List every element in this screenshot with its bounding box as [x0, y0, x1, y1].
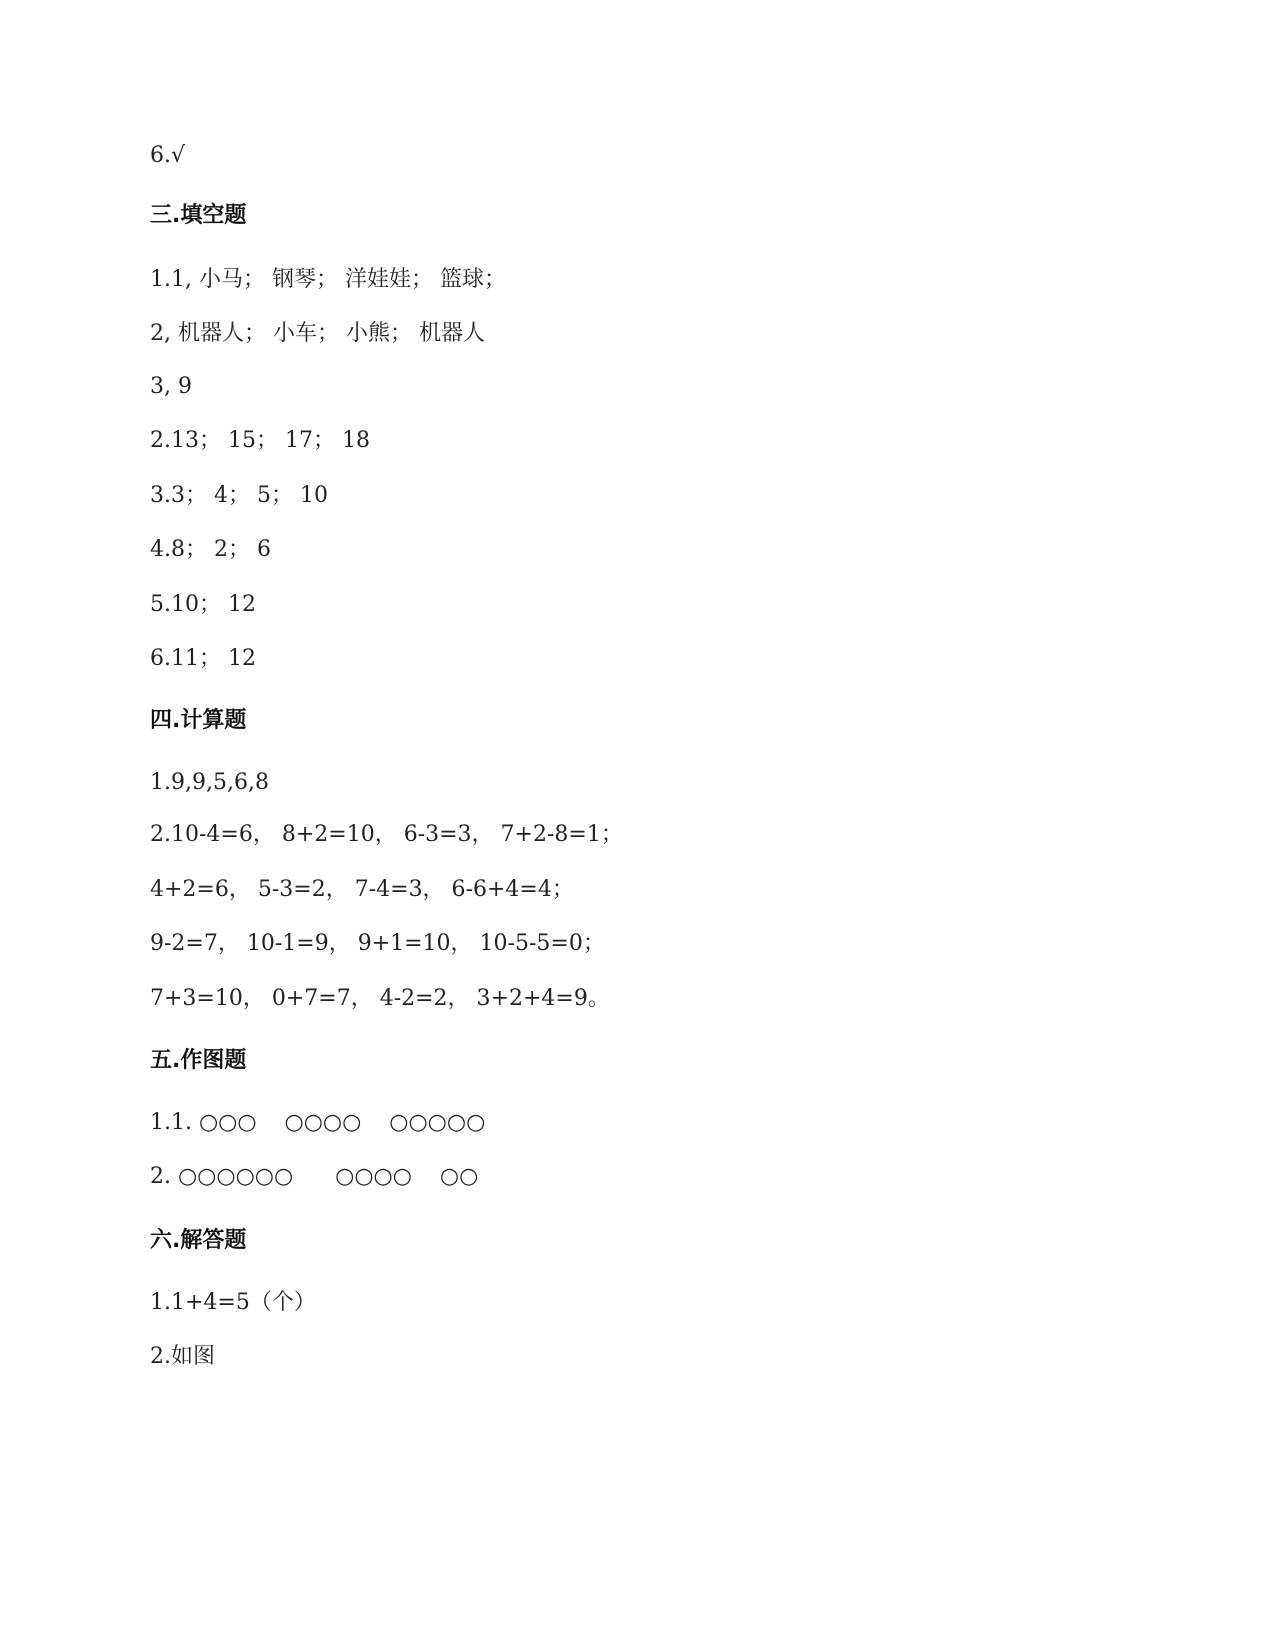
answer-line: 6.11； 12: [150, 646, 256, 671]
answer-line: 2, 机器人； 小车； 小熊； 机器人: [150, 321, 485, 346]
answer-line: 1.1+4=5（个）: [150, 1290, 316, 1315]
answer-line: 4+2=6， 5-3=2， 7-4=3， 6-6+4=4；: [150, 877, 574, 902]
answer-line: 2.如图: [150, 1344, 215, 1369]
answer-line: 5.10； 12: [150, 592, 256, 617]
answer-line: 2. ○○○○○○ ○○○○ ○○: [150, 1164, 479, 1189]
answer-line: 3, 9: [150, 374, 192, 399]
answer-line: 1.1. ○○○ ○○○○ ○○○○○: [150, 1110, 486, 1135]
answer-line: 2.10-4=6， 8+2=10， 6-3=3， 7+2-8=1；: [150, 822, 623, 847]
answer-line: 4.8； 2； 6: [150, 537, 271, 562]
answer-line: 1.9,9,5,6,8: [150, 770, 269, 795]
answer-line: 3.3； 4； 5； 10: [150, 483, 328, 508]
section-heading: 五.作图题: [150, 1048, 247, 1073]
answer-line: 6.√: [150, 143, 186, 168]
answer-line: 9-2=7， 10-1=9， 9+1=10， 10-5-5=0；: [150, 931, 605, 956]
section-heading: 三.填空题: [150, 203, 247, 228]
section-heading: 四.计算题: [150, 708, 247, 733]
answer-line: 7+3=10， 0+7=7， 4-2=2， 3+2+4=9。: [150, 986, 610, 1011]
answer-line: 1.1, 小马； 钢琴； 洋娃娃； 篮球；: [150, 267, 506, 292]
section-heading: 六.解答题: [150, 1228, 247, 1253]
answer-line: 2.13； 15； 17； 18: [150, 428, 370, 453]
